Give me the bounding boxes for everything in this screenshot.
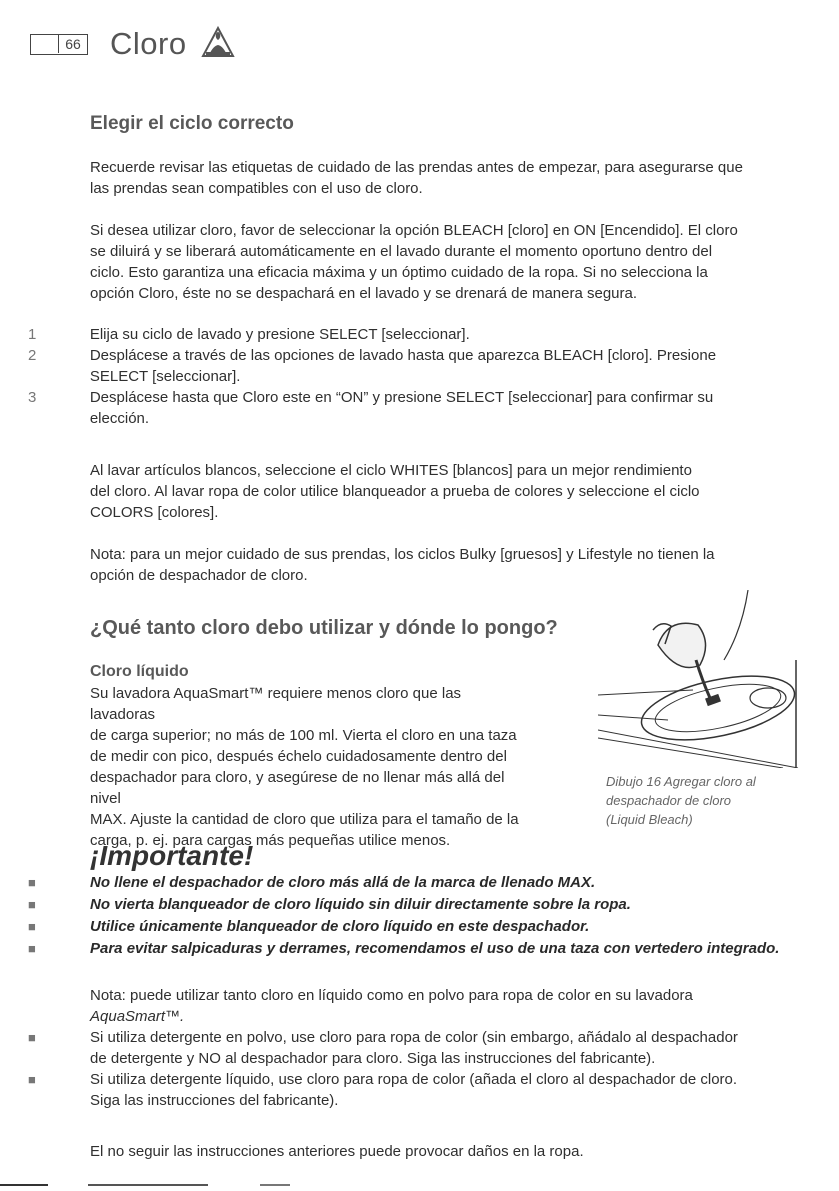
important-list xyxy=(28,872,828,960)
text-line: despachador para cloro, y asegúrese de no llenar más allá del nivel xyxy=(90,769,505,807)
important-title: ¡Importante! xyxy=(90,840,254,871)
text-line: Siga las instrucciones del fabricante). xyxy=(90,1092,339,1109)
text-line: Recuerde revisar las etiquetas de cuidado de las prendas antes de empezar, para asegurarse que xyxy=(90,159,743,176)
bullet-icon: ■ xyxy=(28,1030,36,1045)
text-line: SELECT [seleccionar]. xyxy=(89,368,241,385)
bullet-icon: ■ xyxy=(28,897,36,912)
text-line: Nota: para un mejor cuidado de sus prendas, los ciclos Bulky [gruesos] y Lifestyle no tienen la xyxy=(90,546,715,563)
figure-caption xyxy=(606,772,806,829)
page-number-box xyxy=(30,34,88,55)
text-line: Su lavadora AquaSmart™ requiere menos cloro que las lavadoras xyxy=(90,685,462,723)
text-line: AquaSmart™. xyxy=(90,1008,185,1025)
text-line: ciclo. Esto garantiza una eficacia máxima y un óptimo cuidado de la ropa. Si no selecciona la xyxy=(90,264,708,281)
text-line: las prendas sean compatibles con el uso de cloro. xyxy=(90,180,423,197)
bullet-icon: ■ xyxy=(28,919,36,934)
important-item: No vierta blanqueador de cloro líquido sin diluir directamente sobre la ropa. xyxy=(90,896,631,913)
important-item: Para evitar salpicaduras y derrames, recomendamos el uso de una taza con vertedero integrado. xyxy=(90,940,780,957)
bullet-icon: ■ xyxy=(28,875,36,890)
list-item xyxy=(28,1069,818,1111)
caption-line: despachador de cloro xyxy=(606,793,732,808)
liquid-bleach-block xyxy=(90,663,530,851)
step-number: 3 xyxy=(28,389,37,406)
text-line: Si utiliza detergente líquido, use cloro para ropa de color (añada el cloro al despachador de cloro. xyxy=(90,1071,738,1088)
caption-line: Dibujo 16 Agregar cloro al xyxy=(606,774,756,789)
list-item xyxy=(28,894,828,916)
section-heading-how-much-bleach: ¿Qué tanto cloro debo utilizar y dónde lo pongo? xyxy=(90,617,558,639)
paragraph-whites-colors xyxy=(90,460,790,523)
paragraph-final-warning xyxy=(90,1141,790,1162)
list-item xyxy=(28,938,828,960)
text-line: Elija su ciclo de lavado y presione SELECT [seleccionar]. xyxy=(89,326,470,343)
paragraph-note-cycles xyxy=(90,544,790,586)
text-line: elección. xyxy=(89,410,150,427)
important-item: Utilice únicamente blanqueador de cloro líquido en este despachador. xyxy=(90,918,590,935)
liquid-bleach-title: Cloro líquido xyxy=(90,663,189,680)
list-item xyxy=(28,387,788,429)
text-line: COLORS [colores]. xyxy=(90,504,219,521)
list-item xyxy=(28,345,788,387)
paragraph-note-powder xyxy=(90,985,790,1027)
text-line: Al lavar artículos blancos, seleccione el ciclo WHITES [blancos] para un mejor rendimiento xyxy=(90,462,692,479)
paragraph-labels xyxy=(90,157,790,199)
text-line: Desplácese hasta que Cloro este en “ON” y presione SELECT [seleccionar] para confirmar su xyxy=(89,389,714,406)
text-line: Si utiliza detergente en polvo, use cloro para ropa de color (sin embargo, añádalo al despachador xyxy=(90,1029,738,1046)
text-line: de medir con pico, después échelo cuidadosamente dentro del xyxy=(90,748,507,765)
text-line: MAX. Ajuste la cantidad de cloro que utiliza para el tamaño de la xyxy=(90,811,519,828)
bullet-icon: ■ xyxy=(28,941,36,956)
step-number: 2 xyxy=(28,347,37,364)
page-number: 66 xyxy=(58,35,87,53)
text-line: Desplácese a través de las opciones de lavado hasta que aparezca BLEACH [cloro]. Presione xyxy=(89,347,717,364)
list-item xyxy=(28,872,828,894)
text-line: carga, p. ej. para cargas más pequeñas utilice menos. xyxy=(90,832,451,849)
bleach-dispenser-illustration xyxy=(598,590,830,768)
footer-rule xyxy=(0,1184,839,1186)
step-number: 1 xyxy=(28,326,37,343)
text-line: opción Cloro, éste no se despachará en el lavado y se drenará de manera segura. xyxy=(90,285,638,302)
text-line: opción de despachador de cloro. xyxy=(90,567,308,584)
text-line: El no seguir las instrucciones anteriores puede provocar daños en la ropa. xyxy=(90,1143,584,1160)
bullet-icon: ■ xyxy=(28,1072,36,1087)
notes-list xyxy=(28,1027,818,1111)
important-item: No llene el despachador de cloro más allá de la marca de llenado MAX. xyxy=(90,874,596,891)
list-item xyxy=(28,1027,818,1069)
page-title: Cloro xyxy=(110,26,187,61)
list-item xyxy=(28,916,828,938)
list-item xyxy=(28,324,788,345)
section-heading-choose-cycle: Elegir el ciclo correcto xyxy=(90,113,294,134)
text-line: se diluirá y se liberará automáticamente en el lavado durante el momento oportuno dentro del xyxy=(90,243,713,260)
caption-line: (Liquid Bleach) xyxy=(606,812,693,827)
text-line: Nota: puede utilizar tanto cloro en líquido como en polvo para ropa de color en su lavadora xyxy=(90,987,693,1004)
text-line: del cloro. Al lavar ropa de color utilice blanqueador a prueba de colores y seleccione el ciclo xyxy=(90,483,700,500)
warning-hand-icon xyxy=(200,24,236,60)
paragraph-bleach-option xyxy=(90,220,790,304)
numbered-steps xyxy=(28,324,788,429)
text-line: de detergente y NO al despachador para cloro. Siga las instrucciones del fabricante). xyxy=(90,1050,656,1067)
text-line: Si desea utilizar cloro, favor de seleccionar la opción BLEACH [cloro] en ON [Encendido]. El cloro xyxy=(90,222,738,239)
text-line: de carga superior; no más de 100 ml. Vierta el cloro en una taza xyxy=(90,727,517,744)
